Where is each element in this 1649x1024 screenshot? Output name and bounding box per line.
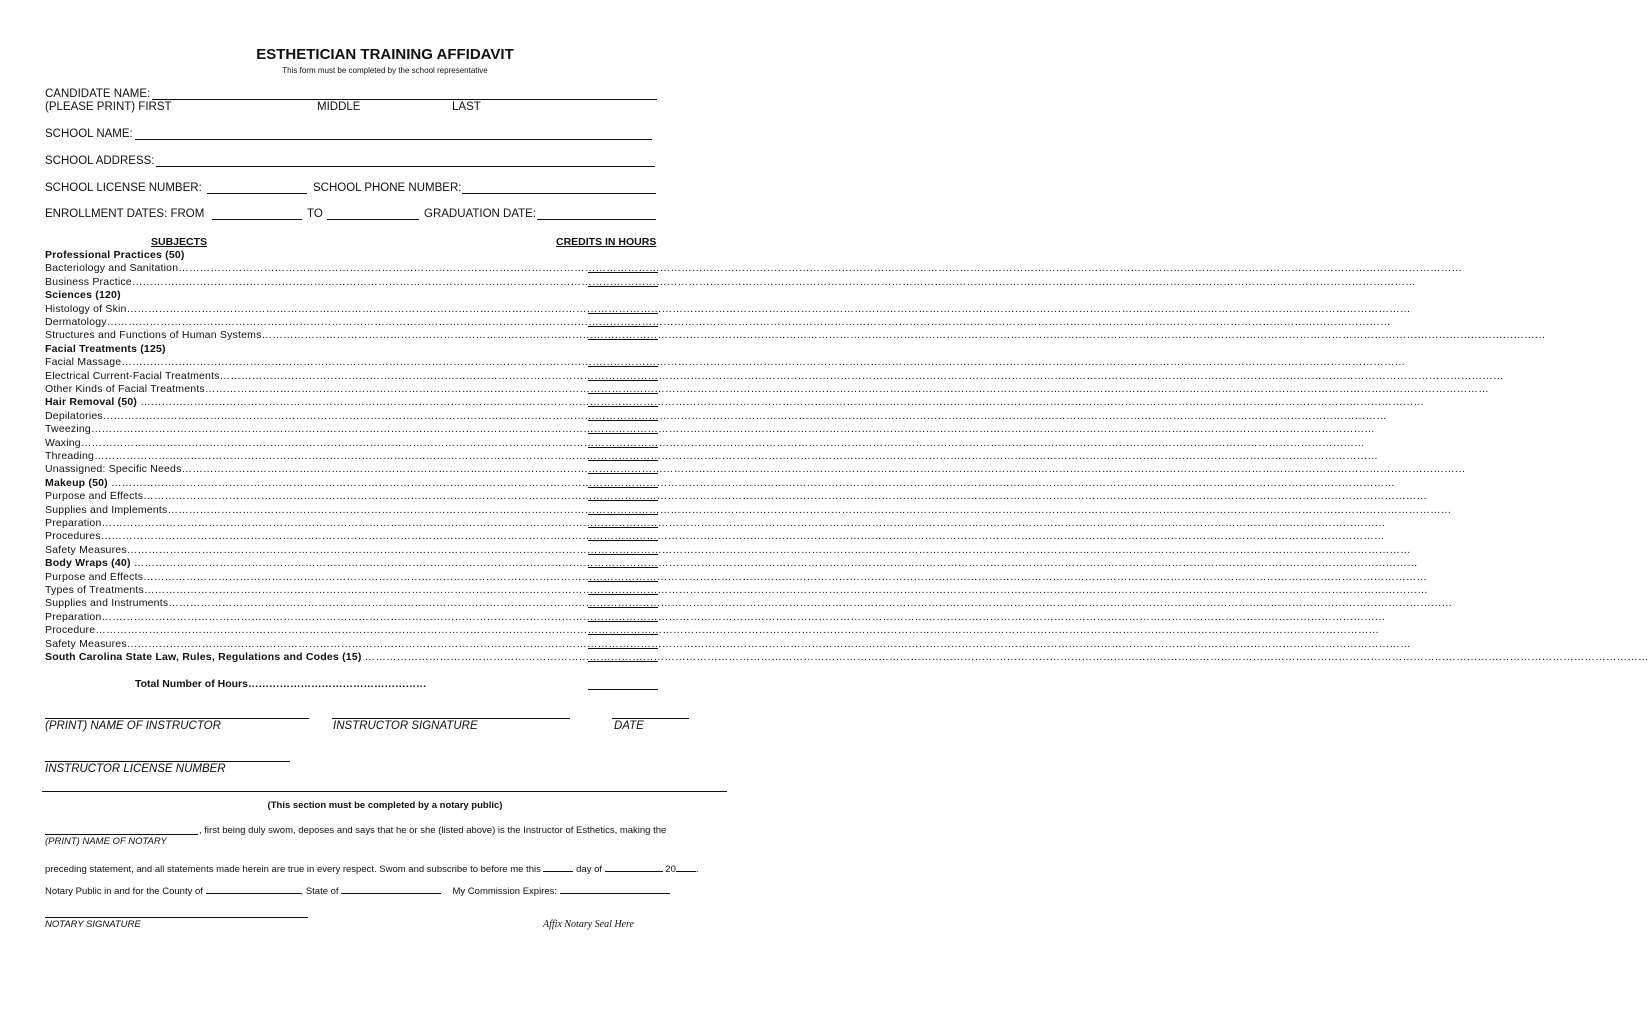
notary-name-field[interactable] <box>45 834 198 835</box>
credit-hours-field[interactable] <box>588 554 658 555</box>
subject-label: Safety Measures <box>45 637 127 650</box>
subject-label: Business Practice <box>45 275 132 288</box>
subject-label-wrap <box>45 409 1387 423</box>
subject-row <box>45 423 1375 436</box>
credit-hours-field[interactable] <box>588 514 658 515</box>
school-address-field[interactable] <box>156 166 655 167</box>
credit-hours-field[interactable] <box>588 326 658 327</box>
form-subtitle: This form must be completed by the school representative <box>282 66 488 75</box>
leader-dots: ……………………………………………………………………………………………………………………………………………………………………………………………………………………………………………………………………………………………………………………………… <box>178 262 1463 275</box>
subject-label: Supplies and Implements <box>45 503 168 516</box>
total-hours-dots: …………………………………………… <box>247 678 427 690</box>
subject-label: Procedure <box>45 624 96 637</box>
leader-dots: ……………………………………………………………………………………………………………………………………………………………………………………………………………………………………………………………………………………………………………………………… <box>94 450 1379 462</box>
subject-row <box>45 637 1411 651</box>
subject-row <box>45 584 1428 597</box>
school-name-label: SCHOOL NAME: <box>45 128 133 140</box>
subject-label-wrap <box>45 637 1411 651</box>
credit-hours-field[interactable] <box>588 393 658 394</box>
subject-label: Other Kinds of Facial Treatments <box>45 383 205 395</box>
notary-year-field[interactable] <box>676 862 696 872</box>
leader-dots: ……………………………………………………………………………………………………………………………………………………………………………………………………………………………………………………………………………………………………………………………… <box>364 651 1649 663</box>
leader-dots: ……………………………………………………………………………………………………………………………………………………………………………………………………………………………………………………………………………………………………………………………… <box>121 356 1406 369</box>
leader-dots: ……………………………………………………………………………………………………………………………………………………………………………………………………………………………………………………………………………………………………………………………… <box>143 584 1428 596</box>
notary-commission-field[interactable] <box>560 884 670 894</box>
subject-label-wrap <box>45 383 1489 396</box>
notary-county-field[interactable] <box>206 884 301 894</box>
leader-dots: ……………………………………………………………………………………………………………………………………………………………………………………………………………………………………………………………………………………………………………………………… <box>140 396 1425 409</box>
leader-dots: ……………………………………………………………………………………………………………………………………………………………………………………………………………………………………………………………………………………………………………………………… <box>95 624 1380 637</box>
credit-hours-field[interactable] <box>588 272 658 273</box>
leader-dots: ……………………………………………………………………………………………………………………………………………………………………………………………………………………………………………………………………………………………………………………………… <box>111 476 1395 489</box>
credit-hours-field[interactable] <box>588 661 658 662</box>
candidate-name-field[interactable] <box>152 99 657 100</box>
subject-label: Procedures <box>45 530 101 543</box>
school-phone-field[interactable] <box>462 193 656 194</box>
subject-row <box>45 476 1395 490</box>
subject-label-wrap <box>45 530 1385 543</box>
subject-label: Types of Treatments <box>45 584 144 596</box>
leader-dots: ……………………………………………………………………………………………………………………………………………………………………………………………………………………………………………………………………………………………………………………………… <box>101 517 1386 529</box>
subject-row <box>45 369 1504 383</box>
leader-dots: ……………………………………………………………………………………………………………………………………………………………………………………………………………………………………………………………………………………………………………………………… <box>126 302 1411 315</box>
subject-label-wrap <box>45 584 1428 597</box>
school-phone-label: SCHOOL PHONE NUMBER: <box>313 182 462 194</box>
subject-row <box>45 436 1365 450</box>
subject-row <box>45 557 1418 570</box>
subject-row <box>45 289 665 302</box>
notary-month-field[interactable] <box>605 862 663 872</box>
subject-label: Histology of Skin <box>45 302 127 315</box>
notary-print-name-label: (PRINT) NAME OF NOTARY <box>45 836 167 847</box>
last-label: LAST <box>452 101 481 113</box>
subject-row <box>45 610 1386 624</box>
subject-label-wrap <box>45 610 1386 624</box>
subject-row <box>45 450 1379 463</box>
credit-hours-field[interactable] <box>588 540 658 541</box>
print-first-label: (PLEASE PRINT) FIRST <box>45 101 172 113</box>
leader-dots: ……………………………………………………………………………………………………………………………………………………………………………………………………………………………………………………………………………………………………………………………… <box>181 463 1466 476</box>
subject-label-wrap <box>45 316 1391 329</box>
notary-county-row <box>45 884 670 897</box>
subject-label: Sciences (120) <box>45 289 121 302</box>
subject-row <box>45 316 1391 329</box>
instructor-date-field[interactable] <box>612 718 689 719</box>
subject-label-wrap <box>45 570 1428 584</box>
subject-label: Bacteriology and Sanitation <box>45 262 179 275</box>
credit-hours-field[interactable] <box>588 487 658 488</box>
credit-hours-field[interactable] <box>588 648 658 649</box>
credit-hours-field[interactable] <box>588 313 658 314</box>
school-license-field[interactable] <box>207 193 307 194</box>
leader-dots: ……………………………………………………………………………………………………………………………………………………………………………………………………………………………………………………………………………………………………………………………… <box>219 369 1504 382</box>
leader-dots: ……………………………………………………………………………………………………………………………………………………………………………………………………………………………………………………………………………………………………………………………… <box>143 570 1428 583</box>
credit-hours-field[interactable] <box>588 286 658 287</box>
subject-label-wrap <box>45 275 1416 289</box>
subject-label: Dermatology <box>45 316 107 328</box>
credit-hours-field[interactable] <box>588 366 658 367</box>
section-divider <box>42 791 727 792</box>
leader-dots: ……………………………………………………………………………………………………………………………………………………………………………………………………………………………………………………………………………………………………………………………… <box>168 597 1453 610</box>
subject-row <box>45 329 1546 342</box>
subject-label: Makeup (50) <box>45 476 111 489</box>
subject-label-wrap <box>45 436 1365 450</box>
credits-header: CREDITS IN HOURS <box>556 236 657 248</box>
leader-dots: ……………………………………………………………………………………………………………………………………………………………………………………………………………………………………………………………………………………………………………………………… <box>90 423 1375 436</box>
form-title: ESTHETICIAN TRAINING AFFIDAVIT <box>256 46 514 63</box>
leader-dots: ……………………………………………………………………………………………………………………………………………………………………………………………………………………………………………………………………………………………………………………………… <box>102 409 1387 422</box>
total-hours-field[interactable] <box>588 689 658 690</box>
credit-hours-field[interactable] <box>588 621 658 622</box>
total-hours-row <box>135 678 426 690</box>
leader-dots: ……………………………………………………………………………………………………………………………………………………………………………………………………………………………………………………………………………………………………………………………… <box>101 610 1386 623</box>
notary-state-label: , State of <box>300 886 339 897</box>
enrollment-from-field[interactable] <box>212 219 302 220</box>
notary-section-note: (This section must be completed by a notary public) <box>267 800 503 811</box>
subject-row <box>45 409 1387 423</box>
subject-row <box>45 490 1428 503</box>
enrollment-to-label: TO <box>307 208 323 220</box>
subject-label-wrap <box>45 490 1428 503</box>
subject-row <box>45 503 1452 517</box>
subject-label: Safety Measures <box>45 543 127 556</box>
graduation-date-label: GRADUATION DATE: <box>424 208 537 220</box>
instructor-license-label: INSTRUCTOR LICENSE NUMBER <box>45 763 226 775</box>
subject-label: Facial Treatments (125) <box>45 342 166 355</box>
total-hours-label: Total Number of Hours <box>135 678 248 690</box>
leader-dots: ……………………………………………………………………………………………………………………………………………………………………………………………………………………………………………………………………………………………………………………………… <box>80 436 1365 449</box>
notary-sworn-text: , first being duly swom, deposes and says that he or she (listed above) is the Instructor of Esthetics, making the <box>199 825 667 836</box>
school-license-label: SCHOOL LICENSE NUMBER: <box>45 182 202 194</box>
subject-label: Professional Practices (50) <box>45 249 185 261</box>
credit-hours-field[interactable] <box>588 607 658 608</box>
notary-statement-text: preceding statement, and all statements made herein are true in every respect. Swom and subscribe to before me this <box>45 864 541 875</box>
subject-label-wrap <box>45 356 1406 369</box>
subject-label: Waxing <box>45 436 81 449</box>
subject-label-wrap <box>45 624 1380 637</box>
credit-hours-field[interactable] <box>588 460 658 461</box>
subject-label-wrap <box>45 450 1379 463</box>
subject-label: Body Wraps (40) <box>45 557 134 570</box>
notary-year-label: 20 <box>665 864 676 875</box>
subject-label: Depilatories <box>45 409 103 422</box>
subject-row <box>45 302 1411 316</box>
credit-hours-field[interactable] <box>588 339 658 340</box>
leader-dots: ……………………………………………………………………………………………………………………………………………………………………………………………………………………………………………………………………………………………………………………………… <box>126 637 1411 650</box>
instructor-date-label: DATE <box>614 720 644 732</box>
subject-row <box>45 530 1385 543</box>
subject-label-wrap <box>45 289 451 302</box>
subject-row <box>45 543 1411 557</box>
subject-row <box>45 275 1416 289</box>
leader-dots: ……………………………………………………………………………………………………………………………………………………………………………………………………………………………………………………………………………………………………………………………… <box>133 557 1418 570</box>
leader-dots: ……………………………………………………………………………………………………………………………………………………………………………………………………………………………………………………………………………………………………………………………… <box>126 543 1411 556</box>
subject-label: Preparation <box>45 610 102 623</box>
subject-label: Unassigned: Specific Needs <box>45 463 182 476</box>
subject-label: Tweezing <box>45 423 91 436</box>
credit-hours-field[interactable] <box>588 594 658 595</box>
subject-label: Purpose and Effects <box>45 490 144 503</box>
enrollment-to-field[interactable] <box>327 219 419 220</box>
credit-hours-field[interactable] <box>588 380 658 381</box>
leader-dots: ……………………………………………………………………………………………………………………………………………………………………………………………………………………………………………………………………………………………………………………………… <box>106 316 1391 328</box>
subject-row <box>45 249 665 262</box>
subject-label-wrap <box>45 302 1411 316</box>
subject-row <box>45 651 1649 664</box>
instructor-print-name-label: (PRINT) NAME OF INSTRUCTOR <box>45 720 221 732</box>
subject-label-wrap <box>45 651 1649 664</box>
subject-label-wrap <box>45 557 1418 570</box>
instructor-name-field[interactable] <box>45 718 309 719</box>
subject-label-wrap <box>45 517 1386 530</box>
subject-label: Hair Removal (50) <box>45 396 141 409</box>
subject-label-wrap <box>45 369 1504 383</box>
notary-signature-field[interactable] <box>45 917 308 918</box>
notary-day-of-label: day of <box>576 864 603 875</box>
credit-hours-field[interactable] <box>588 527 658 528</box>
school-address-label: SCHOOL ADDRESS: <box>45 155 155 167</box>
subject-label: Preparation <box>45 517 102 529</box>
middle-label: MIDDLE <box>317 101 361 113</box>
leader-dots: ……………………………………………………………………………………………………………………………………………………………………………………………………………………………………………………………………………………………………………………………… <box>131 275 1416 288</box>
enrollment-from-label: ENROLLMENT DATES: FROM <box>45 208 205 220</box>
subject-row <box>45 570 1428 584</box>
subject-label-wrap <box>45 262 1463 275</box>
notary-commission-label: My Commission Expires: <box>452 886 558 897</box>
subject-label-wrap <box>45 476 1395 490</box>
subject-row <box>45 356 1406 369</box>
instructor-signature-field[interactable] <box>332 718 570 719</box>
graduation-date-field[interactable] <box>537 219 656 220</box>
subject-label-wrap <box>45 423 1375 436</box>
subject-row <box>45 383 1489 396</box>
credit-hours-field[interactable] <box>588 567 658 568</box>
subject-label-wrap <box>45 463 1466 476</box>
subject-label-wrap <box>45 329 1546 342</box>
credit-hours-field[interactable] <box>588 447 658 448</box>
credit-hours-field[interactable] <box>588 473 658 474</box>
subjects-header: SUBJECTS <box>151 236 208 248</box>
subject-label-wrap <box>45 543 1411 557</box>
subject-label: Threading <box>45 450 95 462</box>
subject-label: Structures and Functions of Human Systems <box>45 329 262 342</box>
subject-label: Supplies and Instruments <box>45 597 169 610</box>
candidate-name-label: CANDIDATE NAME: <box>45 88 151 100</box>
school-name-field[interactable] <box>135 139 652 140</box>
subject-label-wrap <box>45 343 451 356</box>
subject-label: South Carolina State Law, Rules, Regulations and Codes (15) <box>45 651 365 663</box>
subject-label: Purpose and Effects <box>45 570 144 583</box>
leader-dots: ……………………………………………………………………………………………………………………………………………………………………………………………………………………………………………………………………………………………………………………………… <box>100 530 1385 543</box>
subject-row <box>45 597 1453 610</box>
notary-county-label: Notary Public in and for the County of <box>45 886 203 897</box>
subject-label-wrap <box>45 597 1453 610</box>
leader-dots: ……………………………………………………………………………………………………………………………………………………………………………………………………………………………………………………………………………………………………………………………… <box>204 383 1489 395</box>
subject-label: Facial Massage <box>45 356 122 369</box>
instructor-signature-label: INSTRUCTOR SIGNATURE <box>333 720 478 732</box>
credit-hours-field[interactable] <box>588 420 658 421</box>
instructor-license-field[interactable] <box>45 761 290 762</box>
credit-hours-field[interactable] <box>588 433 658 434</box>
subject-row <box>45 624 1380 637</box>
subject-label-wrap <box>45 396 1425 409</box>
notary-seal-note: Affix Notary Seal Here <box>543 919 634 930</box>
notary-signature-label: NOTARY SIGNATURE <box>45 919 141 930</box>
subject-label: Electrical Current-Facial Treatments <box>45 369 220 382</box>
subject-row <box>45 463 1466 476</box>
subject-row <box>45 343 665 356</box>
leader-dots: ……………………………………………………………………………………………………………………………………………………………………………………………………………………………………………………………………………………………………………………………… <box>143 490 1428 503</box>
subject-row <box>45 262 1463 275</box>
credit-hours-field[interactable] <box>588 634 658 635</box>
credit-hours-field[interactable] <box>588 406 658 407</box>
leader-dots: ……………………………………………………………………………………………………………………………………………………………………………………………………………………………………………………………………………………………………………………………… <box>261 329 1546 342</box>
notary-day-field[interactable] <box>543 862 573 872</box>
leader-dots: ……………………………………………………………………………………………………………………………………………………………………………………………………………………………………………………………………………………………………………………………… <box>167 503 1452 516</box>
subject-label-wrap <box>45 503 1452 517</box>
credit-hours-field[interactable] <box>588 581 658 582</box>
subject-row <box>45 396 1425 409</box>
subject-row <box>45 517 1386 530</box>
notary-state-field[interactable] <box>341 884 441 894</box>
subject-label-wrap <box>45 249 451 262</box>
credit-hours-field[interactable] <box>588 500 658 501</box>
notary-statement-row: preceding statement, and all statements made herein are true in every respect. Swom and subscribe to before me this day of 20 . <box>45 864 699 875</box>
